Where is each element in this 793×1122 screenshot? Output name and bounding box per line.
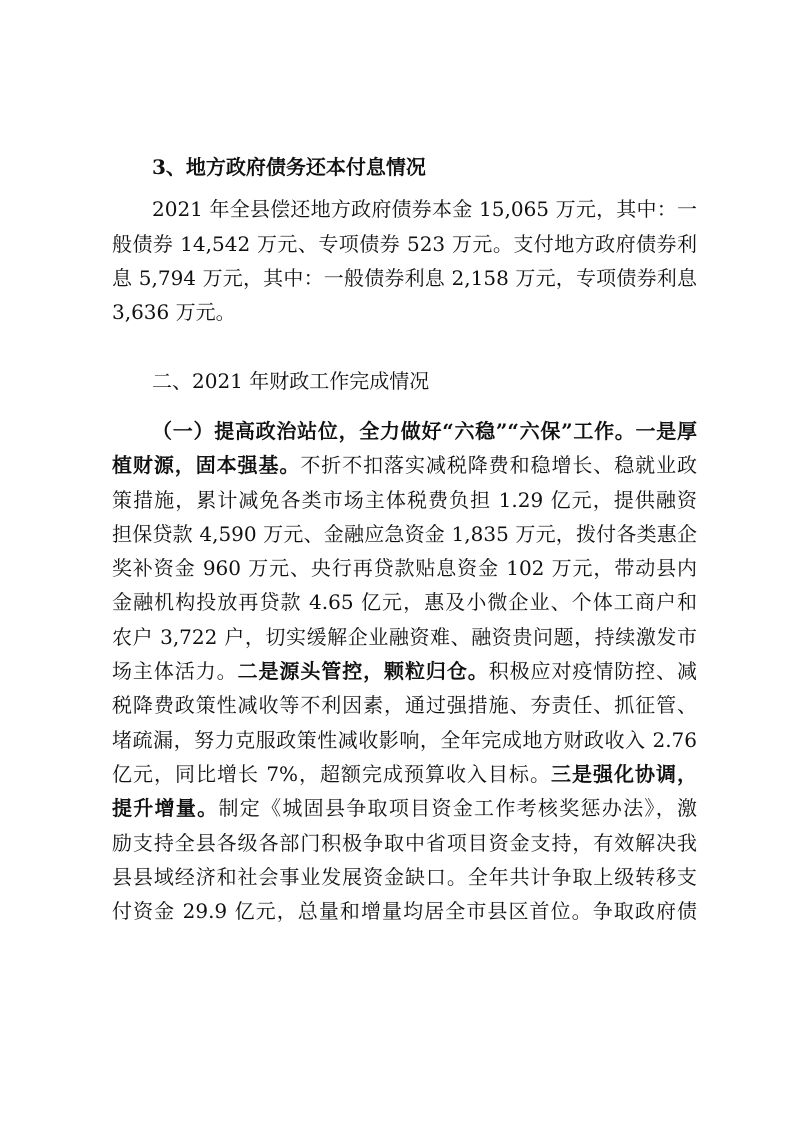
paragraph-line: 息 5,794 万元，其中：一般债券利息 2,158 万元，专项债券利息	[112, 265, 697, 290]
paragraph-line: 场主体活力。二是源头管控，颗粒归仓。积极应对疫情防控、减	[112, 659, 697, 684]
paragraph-line: 提升增量。制定《城固县争取项目资金工作考核奖惩办法》，激	[112, 796, 697, 821]
section-one-paragraph	[112, 414, 697, 928]
section-heading: 二、2021 年财政工作完成情况	[152, 369, 430, 393]
paragraph-line: 担保贷款 4,590 万元、金融应急资金 1,835 万元，拨付各类惠企	[112, 521, 697, 546]
paragraph-line: 植财源，固本强基。不折不扣落实减税降费和稳增长、稳就业政	[112, 453, 697, 478]
paragraph-line: 付资金 29.9 亿元，总量和增量均居全市县区首位。争取政府债	[112, 899, 697, 924]
paragraph-line: 励支持全县各级各部门积极争取中省项目资金支持，有效解决我	[112, 830, 697, 855]
paragraph-line: 2021 年全县偿还地方政府债券本金 15,065 万元，其中：一	[152, 197, 697, 222]
section-heading: 3、地方政府债务还本付息情况	[152, 155, 426, 179]
paragraph-line: 税降费政策性减收等不利因素，通过强措施、夯责任、抓征管、	[112, 693, 697, 718]
section-two	[112, 364, 697, 398]
paragraph-line: 亿元，同比增长 7%，超额完成预算收入目标。三是强化协调，	[112, 761, 697, 786]
paragraph-line: 堵疏漏，努力克服政策性减收影响，全年完成地方财政收入 2.76	[112, 727, 697, 752]
paragraph-line: 3,636 万元。	[112, 300, 236, 325]
paragraph-line: 般债券 14,542 万元、专项债券 523 万元。支付地方政府债券利	[112, 231, 697, 256]
paragraph-line: 策措施，累计减免各类市场主体税费负担 1.29 亿元，提供融资	[112, 487, 697, 512]
paragraph-line: 奖补资金 960 万元、央行再贷款贴息资金 102 万元，带动县内	[112, 556, 697, 581]
section-3	[112, 150, 697, 329]
paragraph-line: （一）提高政治站位，全力做好“六稳”“六保”工作。一是厚	[152, 419, 697, 443]
paragraph-line: 农户 3,722 户，切实缓解企业融资难、融资贵问题，持续激发市	[112, 624, 697, 649]
paragraph-line: 金融机构投放再贷款 4.65 亿元，惠及小微企业、个体工商户和	[112, 590, 697, 615]
paragraph-line: 县县域经济和社会事业发展资金缺口。全年共计争取上级转移支	[112, 864, 697, 889]
